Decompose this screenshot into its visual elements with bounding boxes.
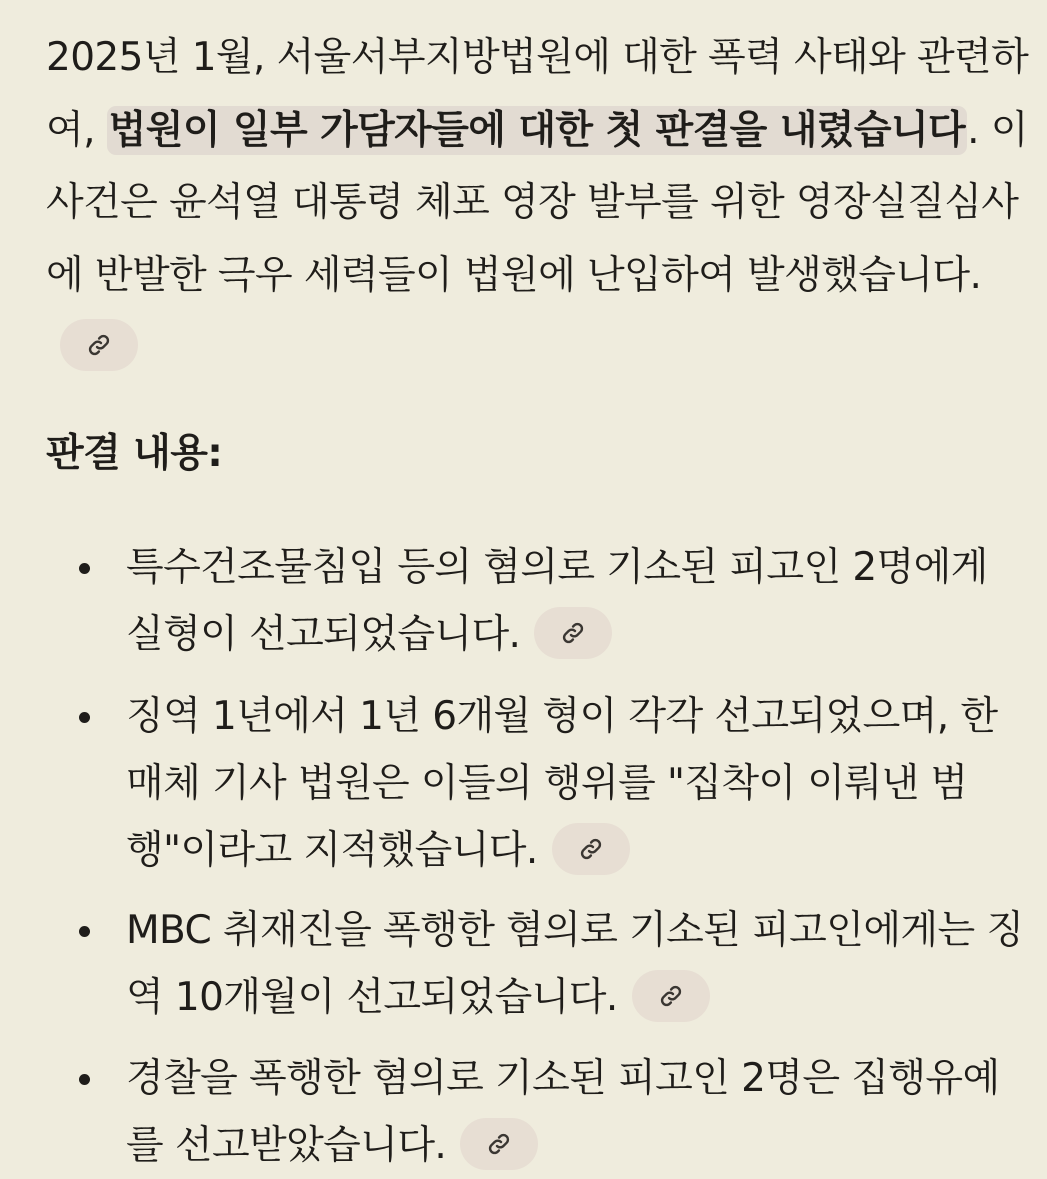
list-item <box>46 683 1036 884</box>
intro-text-after: . 이 사건은 윤석열 대통령 체포 영장 발부를 위한 영장실질심사에 반발한 극우 세력들이 법원에 난입하여 발생했습니다. <box>46 107 1028 298</box>
citation-link-button[interactable] <box>632 970 710 1022</box>
link-icon <box>659 984 683 1008</box>
list-item-text: 징역 1년에서 1년 6개월 형이 각각 선고되었으며, 한 매체 기사 법원은 이들의 행위를 "집착이 이뤄낸 범행"이라고 지적했습니다. <box>126 694 998 873</box>
link-icon <box>487 1132 511 1156</box>
bullet-icon <box>79 712 90 723</box>
citation-link-button[interactable] <box>534 607 612 659</box>
section-heading: 판결 내용: <box>46 431 223 476</box>
list-item <box>46 897 1036 1031</box>
citation-link-button[interactable] <box>460 1118 538 1170</box>
link-icon <box>579 837 603 861</box>
bullet-icon <box>79 1074 90 1085</box>
intro-text-before: 2025년 1월, 서울서부지방법원에 대한 폭력 사태와 관련하여, <box>46 35 1029 153</box>
answer-content <box>46 22 1031 1168</box>
list-item <box>46 1045 1036 1179</box>
link-icon <box>561 621 585 645</box>
citation-link-button[interactable] <box>60 319 138 371</box>
list-item-text: 특수건조물침입 등의 혐의로 기소된 피고인 2명에게 실형이 선고되었습니다. <box>126 545 988 657</box>
citation-link-button[interactable] <box>552 823 630 875</box>
bullet-icon <box>79 563 90 574</box>
bullet-icon <box>79 926 90 937</box>
highlighted-text: 법원이 일부 가담자들에 대한 첫 판결을 내렸습니다 <box>108 107 966 153</box>
list-item-text: 경찰을 폭행한 혐의로 기소된 피고인 2명은 집행유예를 선고받았습니다. <box>126 1056 1000 1168</box>
intro-paragraph <box>46 22 1031 385</box>
list-item <box>46 534 1036 668</box>
link-icon <box>87 333 111 357</box>
verdict-list <box>46 534 1036 1179</box>
list-item-text: MBC 취재진을 폭행한 혐의로 기소된 피고인에게는 징역 10개월이 선고되었습니다. <box>126 908 1024 1020</box>
